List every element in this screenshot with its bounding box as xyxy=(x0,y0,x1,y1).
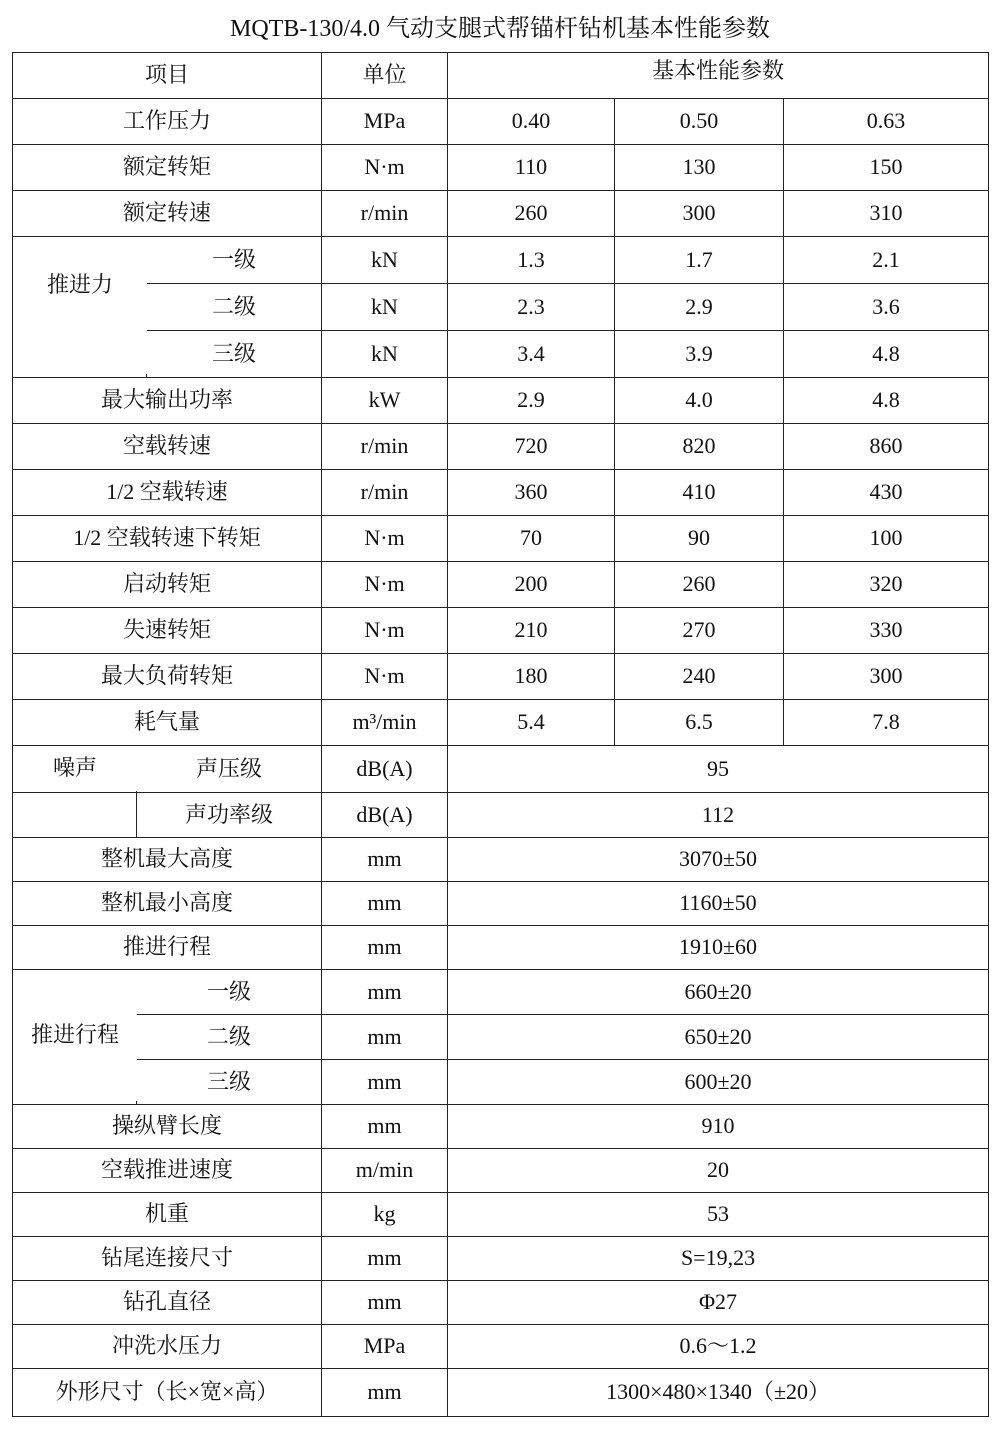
table-row xyxy=(13,284,989,331)
row-value: 320 xyxy=(784,562,989,608)
row-unit: kW xyxy=(322,378,448,424)
row-value: 70 xyxy=(448,516,615,562)
row-label: 钻尾连接尺寸 xyxy=(13,1237,322,1281)
table-row xyxy=(13,1369,989,1417)
row-value: 1910±60 xyxy=(448,926,989,970)
row-unit: kg xyxy=(322,1193,448,1237)
row-value: 820 xyxy=(615,424,784,470)
row-unit: mm xyxy=(322,882,448,926)
row-value: 910 xyxy=(448,1105,989,1149)
row-label: 额定转速 xyxy=(13,191,322,237)
row-value: 180 xyxy=(448,654,615,700)
table-row xyxy=(13,424,989,470)
row-value: 2.9 xyxy=(448,378,615,424)
table-row xyxy=(13,746,989,793)
row-label xyxy=(13,746,322,793)
row-value: 200 xyxy=(448,562,615,608)
row-unit: mm xyxy=(322,970,448,1015)
row-label: 1/2 空载转速 xyxy=(13,470,322,516)
row-label: 1/2 空载转速下转矩 xyxy=(13,516,322,562)
row-value: 20 xyxy=(448,1149,989,1193)
table-row xyxy=(13,1060,989,1105)
row-value: 0.63 xyxy=(784,99,989,145)
row-value: 210 xyxy=(448,608,615,654)
row-label xyxy=(13,237,322,297)
row-value: 660±20 xyxy=(448,970,989,1015)
row-unit: N·m xyxy=(322,654,448,700)
row-value: 430 xyxy=(784,470,989,516)
row-label: 最大负荷转矩 xyxy=(13,654,322,700)
row-value: 300 xyxy=(615,191,784,237)
row-value: 4.0 xyxy=(615,378,784,424)
row-unit: r/min xyxy=(322,424,448,470)
sub-label: 一级 xyxy=(206,978,251,1004)
row-value: 150 xyxy=(784,145,989,191)
row-value: 3.9 xyxy=(615,331,784,378)
row-unit: mm xyxy=(322,926,448,970)
table-row xyxy=(13,926,989,970)
table-row xyxy=(13,1015,989,1060)
row-unit: dB(A) xyxy=(322,746,448,793)
row-value: 720 xyxy=(448,424,615,470)
table-header-row xyxy=(13,53,989,99)
row-value: 300 xyxy=(784,654,989,700)
row-label: 冲洗水压力 xyxy=(13,1325,322,1369)
row-unit: kN xyxy=(322,284,448,331)
table-row xyxy=(13,1237,989,1281)
row-unit: r/min xyxy=(322,191,448,237)
row-value: 5.4 xyxy=(448,700,615,746)
sub-label: 二级 xyxy=(211,293,256,319)
table-row xyxy=(13,882,989,926)
row-unit: mm xyxy=(322,1015,448,1060)
row-unit: m³/min xyxy=(322,700,448,746)
header-params: 基本性能参数 xyxy=(448,53,989,99)
row-label: 整机最小高度 xyxy=(13,882,322,926)
row-value: 110 xyxy=(448,145,615,191)
row-unit: mm xyxy=(322,1281,448,1325)
sub-label: 三级 xyxy=(206,1068,251,1094)
row-label: 失速转矩 xyxy=(13,608,322,654)
row-label: 空载推进速度 xyxy=(13,1149,322,1193)
table-row xyxy=(13,970,989,1015)
page-title: MQTB-130/4.0 气动支腿式帮锚杆钻机基本性能参数 xyxy=(230,16,770,42)
group-label: 推进行程 xyxy=(13,970,137,1101)
row-value: 4.8 xyxy=(784,331,989,378)
row-label: 整机最大高度 xyxy=(13,838,322,882)
row-value: 860 xyxy=(784,424,989,470)
row-unit: mm xyxy=(322,838,448,882)
row-value: 1160±50 xyxy=(448,882,989,926)
row-label: 启动转矩 xyxy=(13,562,322,608)
row-value: 260 xyxy=(615,562,784,608)
row-label: 额定转矩 xyxy=(13,145,322,191)
table-row xyxy=(13,1325,989,1369)
row-value: 330 xyxy=(784,608,989,654)
row-value: 0.50 xyxy=(615,99,784,145)
row-value: 7.8 xyxy=(784,700,989,746)
row-unit: N·m xyxy=(322,562,448,608)
row-value: 0.6～1.2 xyxy=(448,1325,989,1369)
row-value: 1.3 xyxy=(448,237,615,284)
row-value: 95 xyxy=(448,746,989,793)
row-label: 操纵臂长度 xyxy=(13,1105,322,1149)
row-value: 3070±50 xyxy=(448,838,989,882)
row-label: 机重 xyxy=(13,1193,322,1237)
row-unit: m/min xyxy=(322,1149,448,1193)
row-value: 6.5 xyxy=(615,700,784,746)
table-row xyxy=(13,1281,989,1325)
row-value: 410 xyxy=(615,470,784,516)
table-row xyxy=(13,1105,989,1149)
row-value: 3.6 xyxy=(784,284,989,331)
row-value: Φ27 xyxy=(448,1281,989,1325)
row-value: 360 xyxy=(448,470,615,516)
row-label: 耗气量 xyxy=(13,700,322,746)
table-row xyxy=(13,99,989,145)
table-row xyxy=(13,1193,989,1237)
row-unit: r/min xyxy=(322,470,448,516)
row-value: 130 xyxy=(615,145,784,191)
spec-table xyxy=(12,52,989,1417)
row-value: 3.4 xyxy=(448,331,615,378)
row-value: S=19,23 xyxy=(448,1237,989,1281)
header-item: 项目 xyxy=(13,53,322,99)
row-unit: N·m xyxy=(322,145,448,191)
sub-label: 一级 xyxy=(211,246,256,272)
sub-label: 声功率级 xyxy=(184,801,273,827)
table-row xyxy=(13,470,989,516)
row-value: 90 xyxy=(615,516,784,562)
table-row xyxy=(13,191,989,237)
table-row xyxy=(13,331,989,378)
row-unit: N·m xyxy=(322,608,448,654)
row-value: 53 xyxy=(448,1193,989,1237)
row-label: 工作压力 xyxy=(13,99,322,145)
sub-label: 二级 xyxy=(206,1023,251,1049)
table-row xyxy=(13,654,989,700)
row-label: 推进行程 xyxy=(13,926,322,970)
row-unit: mm xyxy=(322,1369,448,1417)
row-label: 最大输出功率 xyxy=(13,378,322,424)
row-unit: mm xyxy=(322,1237,448,1281)
row-label: 空载转速 xyxy=(13,424,322,470)
row-unit: MPa xyxy=(322,1325,448,1369)
row-value: 1.7 xyxy=(615,237,784,284)
table-row xyxy=(13,793,989,838)
row-unit: mm xyxy=(322,1105,448,1149)
table-row xyxy=(13,838,989,882)
row-unit: dB(A) xyxy=(322,793,448,838)
row-unit: mm xyxy=(322,1060,448,1105)
row-label xyxy=(13,793,322,838)
table-row xyxy=(13,145,989,191)
row-value: 650±20 xyxy=(448,1015,989,1060)
row-value: 4.8 xyxy=(784,378,989,424)
row-value: 260 xyxy=(448,191,615,237)
row-value: 100 xyxy=(784,516,989,562)
table-row xyxy=(13,562,989,608)
row-unit: MPa xyxy=(322,99,448,145)
sub-label: 三级 xyxy=(211,340,256,366)
table-row xyxy=(13,516,989,562)
sub-label: 声压级 xyxy=(195,755,262,781)
row-value: 2.9 xyxy=(615,284,784,331)
row-value: 2.1 xyxy=(784,237,989,284)
table-row xyxy=(13,378,989,424)
row-value: 310 xyxy=(784,191,989,237)
row-unit: N·m xyxy=(322,516,448,562)
row-unit: kN xyxy=(322,331,448,378)
header-unit: 单位 xyxy=(322,53,448,99)
row-unit: kN xyxy=(322,237,448,284)
row-value: 1300×480×1340（±20） xyxy=(448,1369,989,1417)
group-label: 推进力 xyxy=(13,237,147,374)
row-label: 外形尺寸（长×宽×高） xyxy=(13,1369,322,1417)
row-value: 240 xyxy=(615,654,784,700)
row-value: 2.3 xyxy=(448,284,615,331)
row-value: 0.40 xyxy=(448,99,615,145)
table-row xyxy=(13,608,989,654)
group-label: 噪声 xyxy=(13,746,137,791)
table-row xyxy=(13,700,989,746)
row-value: 112 xyxy=(448,793,989,838)
table-row xyxy=(13,237,989,284)
table-row xyxy=(13,1149,989,1193)
row-value: 270 xyxy=(615,608,784,654)
row-label: 钻孔直径 xyxy=(13,1281,322,1325)
row-value: 600±20 xyxy=(448,1060,989,1105)
